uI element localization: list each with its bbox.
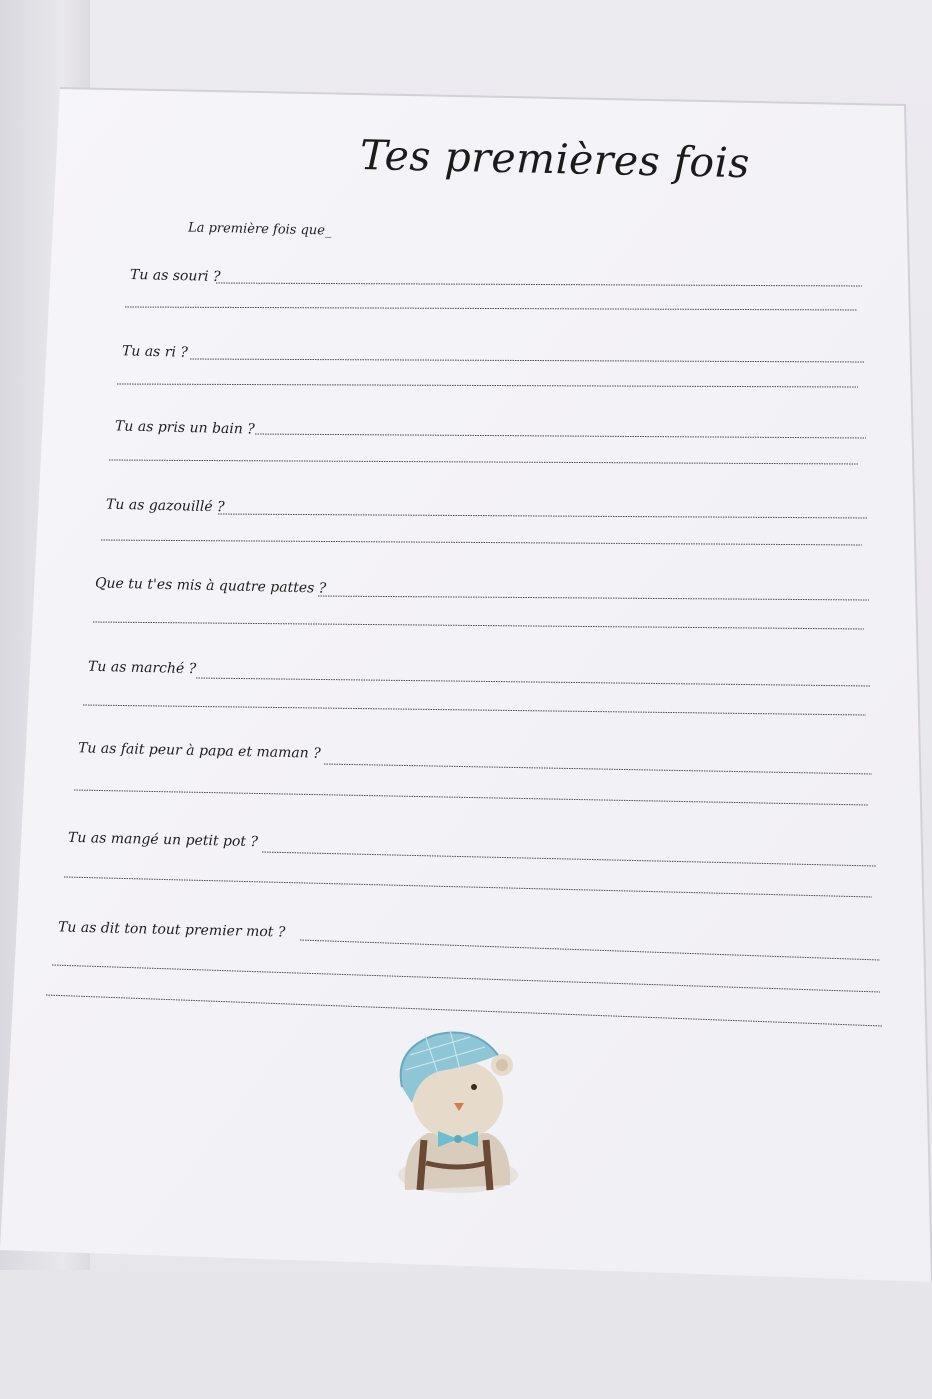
answer-line: [318, 596, 869, 600]
answer-line: [190, 359, 865, 362]
question-scared-parents: Tu as fait peur à papa et maman ?: [77, 740, 321, 762]
answer-line: [101, 540, 862, 545]
answer-line: [324, 764, 872, 774]
answer-line: [93, 622, 864, 629]
answer-line: [125, 307, 857, 310]
answer-line: [218, 514, 867, 518]
intro-text: La première fois que_: [187, 220, 332, 239]
bear-with-cap-icon: [380, 1025, 530, 1195]
answer-line: [83, 705, 866, 715]
answer-line: [262, 852, 876, 866]
answer-line: [64, 877, 872, 897]
question-crawled: Que tu t'es mis à quatre pattes ?: [94, 575, 327, 597]
question-bath: Tu as pris un bain ?: [114, 418, 255, 438]
question-babbled: Tu as gazouillé ?: [105, 496, 225, 516]
answer-line: [117, 384, 858, 387]
answer-line: [216, 283, 862, 286]
question-ate-jar: Tu as mangé un petit pot ?: [67, 829, 259, 851]
answer-line: [109, 460, 859, 464]
answer-line: [52, 965, 880, 992]
question-laughed: Tu as ri ?: [121, 343, 189, 361]
page-title: Tes premières fois: [359, 131, 751, 188]
answer-line: [46, 995, 882, 1026]
answer-line: [300, 940, 880, 960]
answer-line: [255, 434, 866, 438]
answer-line: [74, 790, 868, 805]
question-first-word: Tu as dit ton tout premier mot ?: [57, 919, 286, 941]
question-walked: Tu as marché ?: [87, 658, 197, 678]
question-smiled: Tu as souri ?: [129, 266, 221, 286]
answer-line: [196, 678, 870, 686]
